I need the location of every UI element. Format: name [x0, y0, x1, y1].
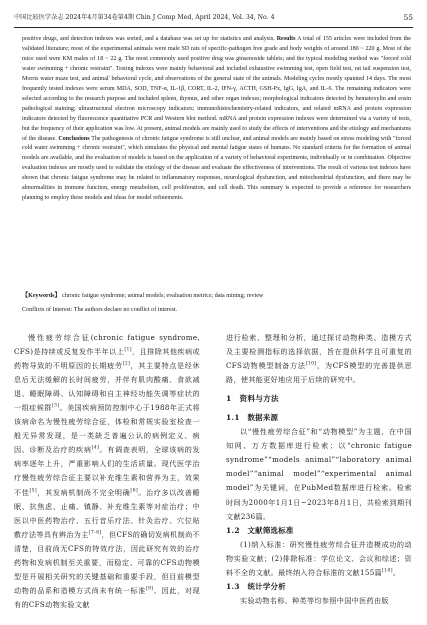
text-run: 。因此，对现有的CFS动物实验文献 [14, 585, 200, 609]
data-source-paragraph: 以“慢性疲劳综合征”和“动物模型”为主题，在中国知网、万方数据库进行检索；以“chronic fatigue syndrome”“models animal”“laboratory animal model”“animal model”“experimental animal model”为关键词，在PubMed数据库进行检索。检索时间为2000年1月1日~2023年8月1日，共检索到期刊文献236篇。 [226, 427, 412, 521]
text-run: 慢性疲劳综合征(chronic fatigue syndrome, CFS)是持续或反复发作半年以上 [14, 333, 200, 357]
citation: [7-8] [88, 530, 102, 536]
subsection-heading: 1.3 统计学分析 [226, 581, 286, 591]
intro-paragraph [14, 331, 200, 612]
text-run: 。 [392, 567, 401, 577]
body-right-column [226, 331, 412, 608]
text-run: ，但CFS的确切发病机制尚不清楚，目前尚无CFS的特效疗法，因此研究有效的治疗药物和发病机制至关重要，而稳定、可靠的CFS动物模型是开展相关研究的关键基础和重要手段，但目前模型动物的品系和造模方式尚未有统一标准 [14, 529, 200, 595]
section-heading: 1 资料与方法 [226, 394, 279, 404]
conclusions-label: Conclusions [58, 135, 90, 142]
results-text: A total of 155 articles were included from the validated literature; most of the experimental animals were male SD rats of specific-pathogen free grade and body weights of around 180 ~ 220 g. Most of the mice used were KM males of 18 ~ 22 g. The most commonly used positive drug was ginsenoside tablets; and the typical modeling method was "forced cold water swimming + chronic restraint". Testing indexes were mainly behavioral and included exhaustive swimming test, open field test, rat tail suspension test, Morris water maze test, and animal' behavioral cycle, and observations of the general state of the animals. Modeling cycles mostly spanned 14 days. The most frequently tested indexes were serum MDA, SOD, TNF-α, IL-1β, CORT, IL-2, IFN-γ, ACTH, GSH-Px, IgG, IgA, and IL-6. The remaining indicators were selected according to the research purpose and included spleen, thymus, and other organ indexes; morphological indicators detected by hematoxylin and eosin pathological staining; ultrastructural electron microscopy indicators; immunohistochemistry-related indicators, and related mRNA and protein expression indicators detected by fluorescence quantitative PCR and Western blot method. mRNA and protein expression indexes were determined via a variety of tests, but the frequency of their application was low. At present, animal models are mainly used to study the effects of interventions and the etiology and mechanisms of the disease. [22, 36, 411, 142]
text-run: ，其发病机制尚不完全明确 [37, 487, 131, 497]
citation: [1] [124, 347, 132, 353]
abstract-methods-tail: positive drugs, and detection indexes was sorted, and a database was set up for statistics and analysis. [22, 36, 277, 42]
screening-criteria-paragraph [226, 538, 412, 580]
conclusions-text: The pathogenesis of chronic fatigue syndrome is still unclear, and animal models are mainly based on stress modeling with "forced cold water swimming + chronic restraint", which simulates the physical and mental fatigue states of humans. No standard criteria for the formation of animal models are available, and the evaluation of models is based on the application of a variety of behavioral experiments, individually or in combination. Objective evaluation indexes are mostly used to validate the etiology of the disease and evaluate the effectiveness of interventions. The result of various test indexes have shown that chronic fatigue syndrome may be related to inflammatory responses, neurological dysfunction, and mitochondrial dysfunction, and there may be abnormalities in immune function, energy metabolism, cell proliferation, and cell death. This summary is expected to provide a reference for researchers planning to employ these models and ideas for model refinements. [22, 135, 411, 202]
citation: [4] [91, 446, 100, 452]
citation: [10] [382, 568, 393, 574]
citation: [5] [29, 488, 38, 494]
text-run: ，为CFS模型的完善提供思路，使其能更好地应用于后续的研究中。 [226, 361, 412, 385]
subsection-heading: 1.1 数据来源 [226, 413, 279, 423]
subsection-heading: 1.2 文献筛选标准 [226, 525, 294, 535]
body-left-column [14, 331, 200, 612]
keywords-label: 【Keywords】 [22, 293, 61, 299]
text-run: 。美国疾病预防控制中心于1988年正式将该病命名为慢性疲劳综合征，体检和常规实验室检查一般无异常发现，是一类缺乏普遍公认的病例定义、病因、诊断及治疗的疾病 [14, 403, 200, 455]
citation: [9] [145, 586, 154, 592]
text-run: 。有调查表明，全球该病的发病率逐年上升，严重影响人们的生活质量。现代医学治疗慢性疲劳综合征主要以补充维生素和营养为主，效果不佳 [14, 445, 200, 497]
text-run: ，其主要特点是经休息后无法缓解的长时间疲劳，并伴有肌肉酸痛、食欲减退、睡眠障碍、认知障碍和自主神经功能失调等症状的一组症候群 [14, 361, 200, 413]
english-abstract [22, 35, 411, 204]
keywords-text: chronic fatigue syndrome; animal models; evaluation metrics; data mining; review [60, 293, 264, 299]
statistics-paragraph: 实验动物名称、种类等均参照中国中医药由版 [240, 595, 389, 605]
header-rule [14, 27, 413, 28]
citation: [10] [305, 361, 317, 367]
text-run: ，且排除其他疾病或药物导致的不明原因的长期疲劳 [14, 347, 201, 371]
journal-citation: 中国比较医学杂志 2024年4月第34卷第4期 Chin J Comp Med, April 2024, Vol. 34, No. 4 [14, 14, 275, 21]
text-run: 。治疗多以改善睡眠、抗焦虑、止痛、镇静、补充维生素等对症治疗；中医以中医药物治疗、五行音乐疗法、针灸治疗、穴位贴敷疗法等具有辨治为主 [14, 487, 201, 539]
text-run: (1)纳入标准：研究慢性疲劳综合征并造模成功的动物实验文献；(2)排除标准：学位论文、会议和综述；资料不全的文献。最终纳入符合标准的文献155篇 [226, 539, 412, 577]
intro-continuation [226, 331, 412, 387]
keywords [22, 291, 411, 301]
citation: [6] [130, 488, 138, 494]
page-number: 55 [403, 13, 413, 22]
conflict-of-interest: Conflicts of Interest: The authors declare no conflict of interest. [22, 307, 178, 313]
results-label: Results [276, 36, 296, 42]
citation: [3] [51, 403, 60, 409]
citation: [2] [122, 361, 131, 367]
running-header [14, 12, 413, 24]
text-run: 进行检索、整理和分析，通过探讨动物种类、造模方式及主要检测指标的选择依据，旨在提供科学且可重复的CFS动物模型制备方法 [226, 333, 412, 371]
